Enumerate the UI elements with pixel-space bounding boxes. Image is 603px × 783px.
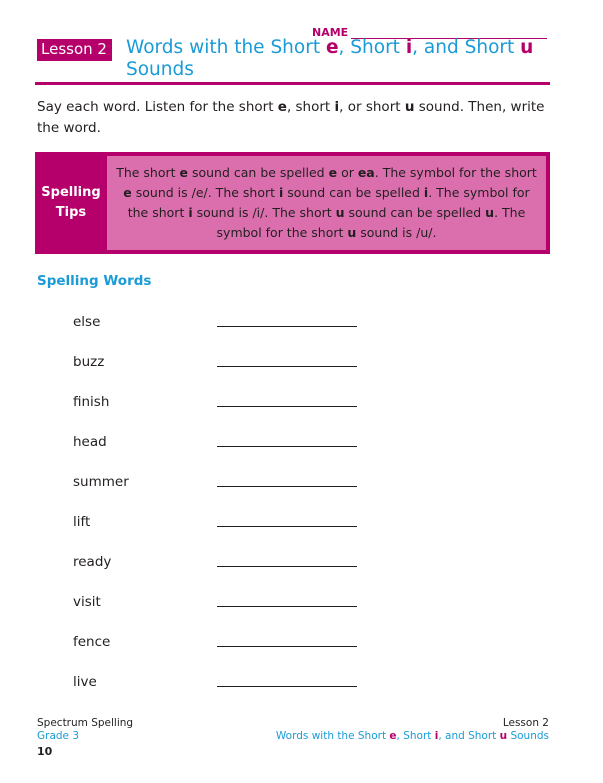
instructions: Say each word. Listen for the short e, short i, or short u sound. Then, write the word. — [37, 99, 545, 136]
spelling-word: visit — [73, 594, 101, 610]
spelling-word: summer — [73, 474, 129, 490]
tips-label-line1: Spelling — [41, 185, 101, 200]
title-rule — [35, 82, 550, 85]
word-row — [73, 432, 363, 472]
lesson-title: Words with the Short e, Short i, and Short u Sounds — [126, 37, 534, 80]
spelling-word: fence — [73, 634, 111, 650]
word-row — [73, 352, 363, 392]
write-line[interactable] — [217, 686, 357, 687]
spelling-word: buzz — [73, 354, 105, 370]
word-row — [73, 392, 363, 432]
write-line[interactable] — [217, 526, 357, 527]
write-line[interactable] — [217, 446, 357, 447]
spelling-tips-label — [35, 152, 107, 254]
spelling-tips-text: The short e sound can be spelled e or ea. The symbol for the short e sound is /e/. The short i sound can be spelled i. The symbol for the short i sound is /i/. The short u sound can be spelled u. The symbol for the short u sound is /u/. — [107, 156, 546, 250]
footer-right — [276, 717, 549, 743]
spelling-word: live — [73, 674, 97, 690]
word-row — [73, 472, 363, 512]
spelling-tips-box — [35, 152, 550, 254]
footer-lesson: Lesson 2 — [502, 717, 549, 729]
write-line[interactable] — [217, 406, 357, 407]
spelling-word: finish — [73, 394, 110, 410]
word-row — [73, 632, 363, 672]
spelling-word: lift — [73, 514, 91, 530]
write-line[interactable] — [217, 326, 357, 327]
tips-label-line2: Tips — [55, 205, 87, 220]
footer-subtitle: Words with the Short e, Short i, and Short u Sounds — [275, 730, 549, 742]
footer-book: Spectrum Spelling — [37, 717, 134, 729]
spelling-words-heading: Spelling Words — [37, 273, 152, 289]
spelling-word: else — [73, 314, 101, 330]
footer-left — [37, 717, 133, 743]
write-line[interactable] — [217, 646, 357, 647]
footer-grade: Grade 3 — [37, 730, 80, 742]
write-line[interactable] — [217, 606, 357, 607]
word-row — [73, 512, 363, 552]
write-line[interactable] — [217, 486, 357, 487]
word-row — [73, 592, 363, 632]
write-line[interactable] — [217, 566, 357, 567]
name-label: NAME — [312, 26, 349, 39]
spelling-word: head — [73, 434, 107, 450]
write-line[interactable] — [217, 366, 357, 367]
word-list — [73, 312, 363, 712]
word-row — [73, 552, 363, 592]
lesson-badge: Lesson 2 — [37, 39, 112, 61]
word-row — [73, 672, 363, 712]
spelling-word: ready — [73, 554, 112, 570]
word-row — [73, 312, 363, 352]
page-number: 10 — [37, 745, 53, 758]
